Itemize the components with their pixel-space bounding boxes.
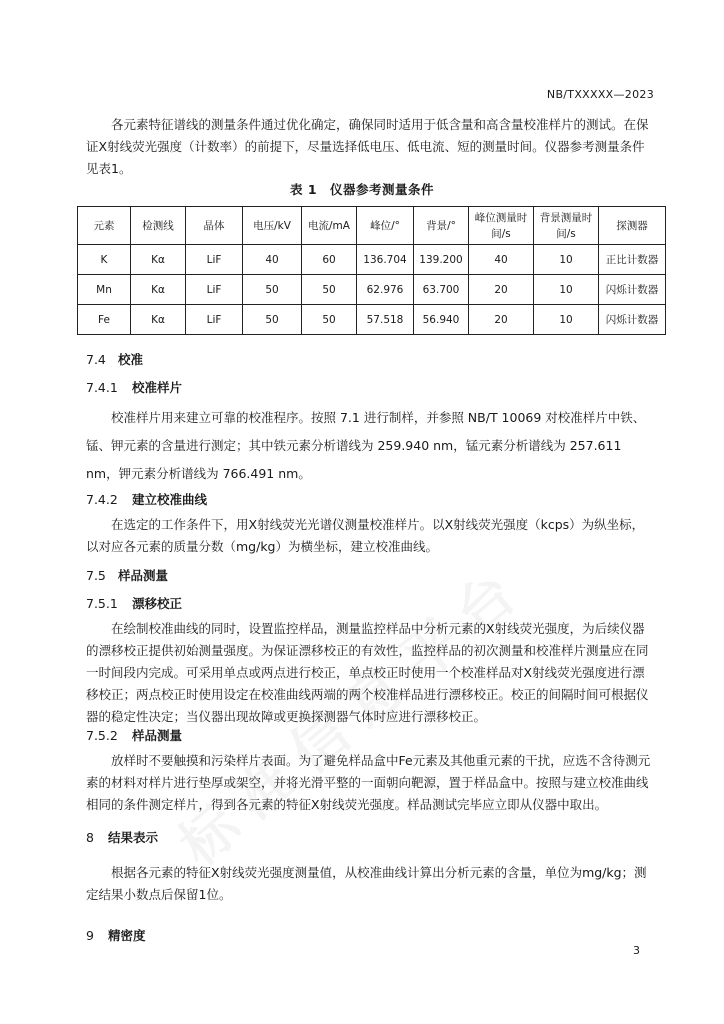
table-cell: Kα: [131, 275, 186, 305]
document-code: NB/TXXXXX—2023: [546, 88, 654, 101]
paragraph-7-5-2: 放样时不要触摸和污染样片表面。为了避免样品盒中Fe元素及其他重元素的干扰，应选不含待测元素的材料对样片进行垫厚或架空，并将光滑平整的一面朝向靶源，置于样品盒中。按照与建立校准曲线相同的条件测定样片，得到各元素的特征X射线荧光强度。样品测试完毕应立即从仪器中取出。: [86, 753, 651, 812]
table-cell: 56.940: [414, 305, 469, 335]
table-row: [78, 245, 666, 275]
paragraph-7-5-1: 在绘制校准曲线的同时，设置监控样品，测量监控样品中分析元素的X射线荧光强度，为后续仪器的漂移校正提供初始测量强度。为保证漂移校正的有效性，监控样品的初次测量和校准样片测量应在同一时间段内完成。可采用单点或两点进行校正，单点校正时使用一个校准样品对X射线荧光强度进行漂移校正；两点校正时使用设定在校准曲线两端的两个校准样品进行漂移校正。校正的间隔时间可根据仪器的稳定性决定；当仪器出现故障或更换探测器气体时应进行漂移校正。: [86, 621, 649, 724]
heading-title: 建立校准曲线: [132, 492, 208, 507]
table-cell: K: [78, 245, 131, 275]
table-cell: 62.976: [357, 275, 414, 305]
header-detector: 探测器: [599, 207, 666, 245]
heading-7-5-1: [86, 594, 182, 612]
page-number: 3: [633, 944, 640, 957]
header-line: 检测线: [131, 207, 186, 245]
table-cell: 139.200: [414, 245, 469, 275]
heading-number: 7.4.1: [86, 380, 118, 395]
heading-number: 7.5: [86, 568, 106, 583]
heading-title: 样品测量: [132, 728, 183, 743]
table-cell: 20: [469, 305, 534, 335]
table-cell: 63.700: [414, 275, 469, 305]
table-cell: 50: [243, 275, 302, 305]
table-cell: 40: [469, 245, 534, 275]
heading-number: 8: [86, 830, 94, 845]
header-element: 元素: [78, 207, 131, 245]
table-cell: LiF: [186, 245, 243, 275]
header-background: 背景/°: [414, 207, 469, 245]
table-cell: 10: [534, 305, 599, 335]
header-current: 电流/mA: [302, 207, 357, 245]
table-cell: 60: [302, 245, 357, 275]
heading-title: 样品测量: [118, 568, 169, 583]
heading-number: 7.5.2: [86, 728, 118, 743]
heading-number: 7.5.1: [86, 596, 118, 611]
heading-7-4: [86, 350, 143, 368]
measurement-conditions-table: [77, 206, 666, 335]
paragraph-7-4-1: 校准样片用来建立可靠的校准程序。按照 7.1 进行制样，并参照 NB/T 10069 对校准样片中铁、锰、钾元素的含量进行测定；其中铁元素分析谱线为 259.940 nm，锰元素分析谱线为 257.611 nm，钾元素分析谱线为 766.491 nm。: [86, 410, 646, 481]
heading-title: 校准样片: [132, 380, 183, 395]
heading-title: 精密度: [108, 928, 146, 943]
heading-title: 校准: [118, 352, 144, 367]
heading-8: [86, 828, 158, 846]
header-peak: 峰位/°: [357, 207, 414, 245]
header-voltage: 电压/kV: [243, 207, 302, 245]
intro-paragraph: 各元素特征谱线的测量条件通过优化确定，确保同时适用于低含量和高含量校准样片的测试。在保证X射线荧光强度（计数率）的前提下，尽量选择低电压、低电流、短的测量时间。仪器参考测量条件见表1。: [86, 117, 649, 176]
table-cell: 20: [469, 275, 534, 305]
table-cell: 闪烁计数器: [599, 305, 666, 335]
table-cell: 50: [243, 305, 302, 335]
table-cell: 136.704: [357, 245, 414, 275]
table-row: [78, 275, 666, 305]
table-header-row: [78, 207, 666, 245]
table-cell: 50: [302, 275, 357, 305]
heading-7-4-2: [86, 490, 207, 508]
table-row: [78, 305, 666, 335]
table-cell: LiF: [186, 275, 243, 305]
heading-7-5: [86, 566, 168, 584]
heading-7-5-2: [86, 726, 182, 744]
table-cell: Fe: [78, 305, 131, 335]
header-crystal: 晶体: [186, 207, 243, 245]
heading-number: 7.4: [86, 352, 106, 367]
heading-9: [86, 926, 146, 944]
heading-number: 9: [86, 928, 94, 943]
heading-title: 漂移校正: [132, 596, 183, 611]
table-caption: 表 1 仪器参考测量条件: [289, 182, 435, 197]
table-cell: 40: [243, 245, 302, 275]
table-cell: Mn: [78, 275, 131, 305]
table-cell: Kα: [131, 245, 186, 275]
heading-number: 7.4.2: [86, 492, 118, 507]
paragraph-8: 根据各元素的特征X射线荧光强度测量值，从校准曲线计算出分析元素的含量，单位为mg/kg；测定结果小数点后保留1位。: [86, 865, 647, 902]
paragraph-7-4-2: 在选定的工作条件下，用X射线荧光光谱仪测量校准样片。以X射线荧光强度（kcps）为纵坐标，以对应各元素的质量分数（mg/kg）为横坐标，建立校准曲线。: [86, 517, 645, 554]
table-cell: 50: [302, 305, 357, 335]
table-cell: 正比计数器: [599, 245, 666, 275]
heading-7-4-1: [86, 378, 182, 396]
header-bg-time: 背景测量时间/s: [534, 207, 599, 245]
table-cell: 57.518: [357, 305, 414, 335]
table-cell: Kα: [131, 305, 186, 335]
table-cell: 10: [534, 245, 599, 275]
heading-title: 结果表示: [108, 830, 159, 845]
table-cell: 闪烁计数器: [599, 275, 666, 305]
header-peak-time: 峰位测量时间/s: [469, 207, 534, 245]
table-cell: 10: [534, 275, 599, 305]
table-cell: LiF: [186, 305, 243, 335]
